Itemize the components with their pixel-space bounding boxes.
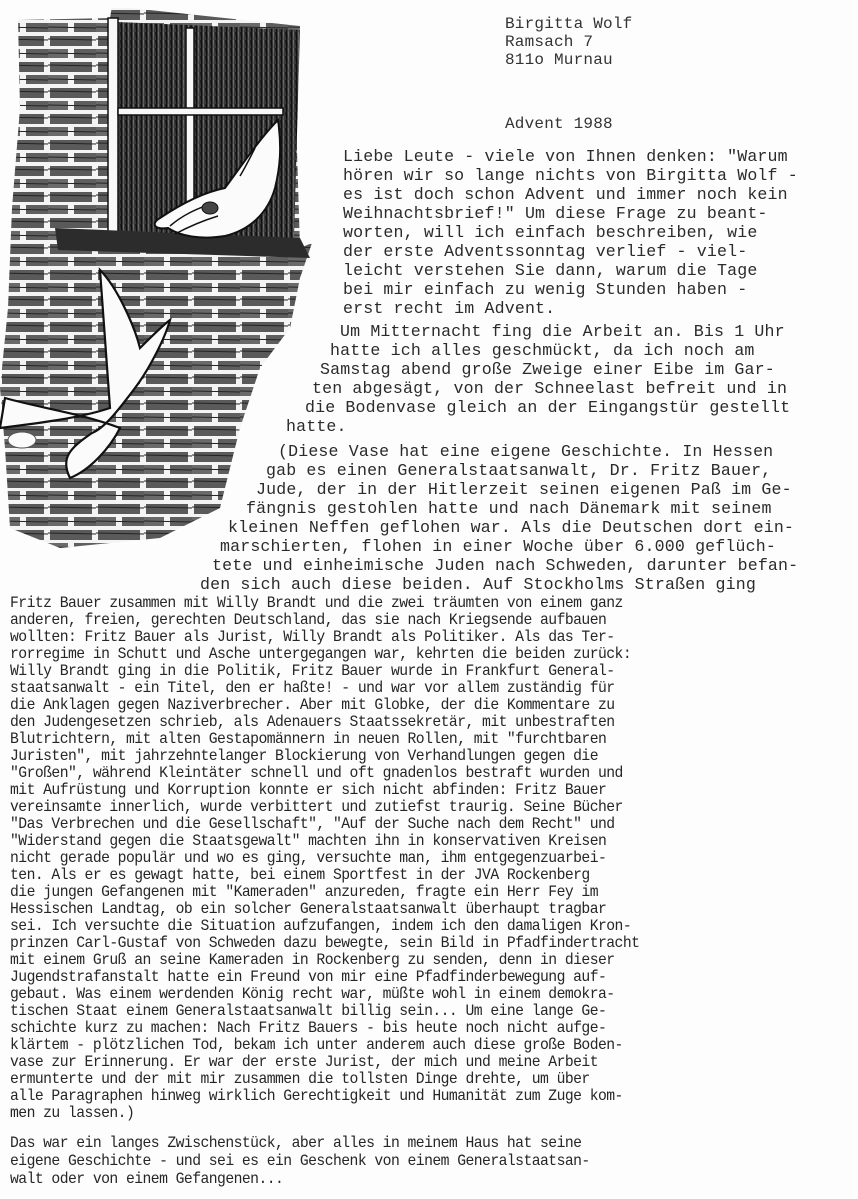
text-line: Das war ein langes Zwischenstück, aber alles in meinem Haus hat seine	[10, 1134, 582, 1152]
text-line: hören wir so lange nichts von Birgitta Wolf -	[343, 166, 798, 185]
sender-name: Birgitta Wolf	[505, 15, 633, 33]
text-line: (Diese Vase hat eine eigene Geschichte. In Hessen	[278, 442, 774, 461]
text-line: eigene Geschichte - und sei es ein Geschenk von einem Generalstaatsan-	[10, 1152, 590, 1170]
text-line: gebaut. Was einem werdenden König recht war, müßte wohl in einem demokra-	[10, 985, 615, 1003]
text-line: nicht gerade populär und wo es ging, versuchte man, ihm entgegenzuarbei-	[10, 849, 607, 867]
text-line: es ist doch schon Advent und immer noch kein	[343, 185, 788, 204]
text-line: alle Paragraphen hinweg wirklich Gerechtigkeit und Humanität zum Zuge kom-	[10, 1087, 623, 1105]
text-line: ten. Als er es gewagt hatte, bei einem Sportfest in der JVA Rockenberg	[10, 866, 590, 884]
text-line: klärtem - plötzlichen Tod, bekam ich unter anderem auch diese große Boden-	[10, 1036, 623, 1054]
text-line: kleinen Neffen geflohen war. Als die Deutschen dort ein-	[228, 518, 795, 537]
text-line: tete und einheimische Juden nach Schweden, darunter befan-	[212, 556, 799, 575]
text-line: Weihnachtsbrief!" Um diese Frage zu beant-	[343, 204, 768, 223]
text-line: staatsanwalt - ein Titel, den er haßte! - und war vor allem zuständig für	[10, 679, 615, 697]
text-line: ermunterte und der mit mir zusammen die tollsten Dinge drehte, um über	[10, 1070, 590, 1088]
crumb-in-hand	[202, 202, 218, 214]
text-line: prinzen Carl-Gustaf von Schweden dazu bewegte, sein Bild in Pfadfindertracht	[10, 934, 640, 952]
text-line: men zu lassen.)	[10, 1104, 135, 1122]
text-line: mit einem Gruß an seine Kameraden in Rockenberg zu senden, denn in dieser	[10, 951, 615, 969]
text-line: den Judengesetzen schrieb, als Adenauers Staatssekretär, mit unbestraften	[10, 713, 615, 731]
text-line: gab es einen Generalstaatsanwalt, Dr. Fritz Bauer,	[266, 461, 772, 480]
text-line: Blutrichtern, mit alten Gestapomännern in neuen Rollen, mit "furchtbaren	[10, 730, 607, 748]
text-line: Willy Brandt ging in die Politik, Fritz Bauer wurde in Frankfurt General-	[10, 662, 615, 680]
text-line: vase zur Erinnerung. Er war der erste Jurist, der mich und meine Arbeit	[10, 1053, 598, 1071]
text-line: leicht verstehen Sie dann, warum die Tage	[343, 261, 758, 280]
text-line: marschierten, flohen in einer Woche über 6.000 geflüch-	[220, 537, 776, 556]
text-line: worten, will ich einfach beschreiben, wie	[343, 223, 758, 242]
text-line: sei. Ich versuchte die Situation aufzufangen, indem ich den damaligen Kron-	[10, 917, 632, 935]
text-line: Jude, der in der Hitlerzeit seinen eigenen Paß im Ge-	[256, 480, 792, 499]
text-line: wollten: Fritz Bauer als Jurist, Willy Brandt als Politiker. Als das Ter-	[10, 628, 615, 646]
text-line: anderen, freien, gerechten Deutschland, das sie nach Kriegsende aufbauen	[10, 611, 607, 629]
text-line: Juristen", mit jahrzehntelanger Blockierung von Verhandlungen gegen die	[10, 747, 598, 765]
letter-date: Advent 1988	[505, 115, 613, 133]
sender-city: 811o Murnau	[505, 51, 613, 69]
text-line: die Bodenvase gleich an der Eingangstür gestellt	[305, 398, 791, 417]
window-bar	[118, 108, 283, 115]
text-line: Liebe Leute - viele von Ihnen denken: "Warum	[343, 147, 788, 166]
text-line: die Anklagen gegen Naziverbrecher. Aber mit Globke, der die Kommentare zu	[10, 696, 615, 714]
text-line: vereinsamte innerlich, wurde verbittert und zutiefst traurig. Seine Bücher	[10, 798, 623, 816]
text-line: mit Aufrüstung und Korruption konnte er sich nicht abfinden: Fritz Bauer	[10, 781, 607, 799]
text-line: der erste Adventssonntag verlief - viel-	[343, 242, 748, 261]
text-line: walt oder von einem Gefangenen...	[10, 1170, 284, 1188]
text-line: Jugendstrafanstalt hatte ein Freund von mir eine Pfadfinderbewegung auf-	[10, 968, 607, 986]
text-line: "Großen", während Kleintäter schnell und oft gnadenlos bestraft wurden und	[10, 764, 623, 782]
text-line: Samstag abend große Zweige einer Eibe im Gar-	[320, 360, 775, 379]
text-line: rorregime in Schutt und Asche untergegangen war, kehrten die beiden zurück:	[10, 645, 632, 663]
text-line: den sich auch diese beiden. Auf Stockholms Straßen ging	[200, 575, 756, 594]
text-line: Fritz Bauer zusammen mit Willy Brandt und die zwei träumten von einem ganz	[10, 594, 623, 612]
sender-street: Ramsach 7	[505, 33, 594, 51]
text-line: hatte ich alles geschmückt, da ich noch am	[330, 341, 755, 360]
window-bar	[108, 18, 118, 238]
text-line: bei mir einfach zu wenig Stunden haben -	[343, 280, 748, 299]
text-line: "Das Verbrechen und die Gesellschaft", "Auf der Suche nach dem Recht" und	[10, 815, 615, 833]
text-line: Hessischen Landtag, ob ein solcher Generalstaatsanwalt überhaupt tragbar	[10, 900, 607, 918]
text-line: schichte kurz zu machen: Nach Fritz Bauers - bis heute noch nicht aufge-	[10, 1019, 607, 1037]
text-line: erst recht im Advent.	[343, 299, 556, 318]
text-line: "Widerstand gegen die Staatsgewalt" machten ihn in konservativen Kreisen	[10, 832, 607, 850]
text-line: die jungen Gefangenen mit "Kameraden" anzureden, fragte ein Herr Fey im	[10, 883, 598, 901]
text-line: Um Mitternacht fing die Arbeit an. Bis 1 Uhr	[340, 322, 785, 341]
text-line: ten abgesägt, von der Schneelast befreit und in	[312, 379, 788, 398]
text-line: fängnis gestohlen hatte und nach Dänemark mit seinem	[246, 499, 772, 518]
text-line: tischen Staat einem Generalstaatsanwalt billig sein... Um eine lange Ge-	[10, 1002, 607, 1020]
text-line: hatte.	[286, 417, 347, 436]
